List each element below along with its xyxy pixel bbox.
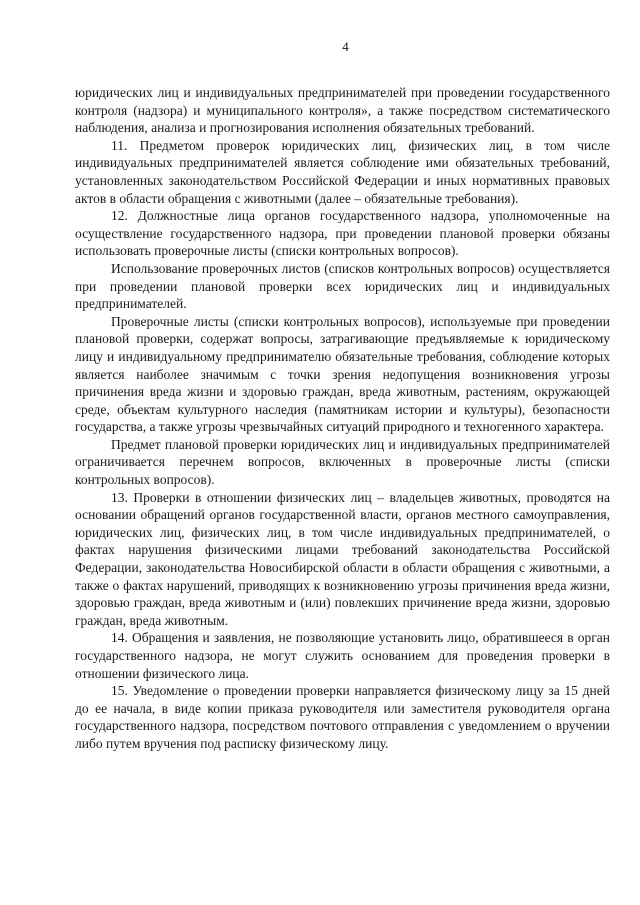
paragraph-12: 12. Должностные лица органов государственного надзора, уполномоченные на осуществление государственного надзора, при проведении плановой проверки обязаны использовать проверочные листы (списки контрольных вопросов). xyxy=(75,208,610,259)
paragraph-11: 11. Предметом проверок юридических лиц, физических лиц, в том числе индивидуальных предпринимателей является соблюдение ими обязательных требований, установленных законодательством Российской Федерации и иных нормативных правовых актов в области обращения с животными (далее – обязательные требования). xyxy=(75,137,610,206)
paragraph-continuation: юридических лиц и индивидуальных предпринимателей при проведении государственного контроля (надзора) и муниципального контроля», а также посредством систематического наблюдения, анализа и прогнозирования исполнения обязательных требований. xyxy=(75,85,610,136)
paragraph-15: 15. Уведомление о проведении проверки направляется физическому лицу за 15 дней до ее начала, в виде копии приказа руководителя или заместителя руководителя органа государственного надзора, посредством почтового отправления с уведомлением о вручении либо путем вручения под расписку физическому лицу. xyxy=(75,683,610,751)
paragraph-checklist-usage: Использование проверочных листов (списков контрольных вопросов) осуществляется при проведении плановой проверки всех юридических лиц и индивидуальных предпринимателей. xyxy=(75,260,610,312)
page-number: 4 xyxy=(342,39,349,54)
paragraph-14: 14. Обращения и заявления, не позволяющие установить лицо, обратившееся в орган государственного надзора, не могут служить основанием для проведения проверки в отношении физического лица. xyxy=(75,630,610,681)
paragraph-checklist-content: Проверочные листы (списки контрольных вопросов), используемые при проведении плановой проверки, содержат вопросы, затрагивающие предъявляемые к юридическому лицу и индивидуальному предпринимателю обязательные требования, соблюдение которых является наиболее значимым с точки зрения недопущения возникновения угрозы причинения вреда жизни и здоровью граждан, вреда животным, растениям, окружающей среде, объектам культурного наследия (памятникам истории и культуры), безопасности государства, а также угрозы чрезвычайных ситуаций природного и техногенного характера. xyxy=(75,313,610,435)
document-page xyxy=(75,38,610,753)
paragraph-13: 13. Проверки в отношении физических лиц – владельцев животных, проводятся на основании обращений органов государственной власти, органов местного самоуправления, юридических лиц, физических лиц, в том числе индивидуальных предпринимателей, о фактах нарушения физическими лицами требований законодательства Российской Федерации, законодательства Новосибирской области в области обращения с животными, а также о фактах нарушений, приводящих к возникновению угрозы причинения вреда жизни, здоровью граждан, вреда животным и (или) повлекших причинение вреда жизни, здоровью граждан, вреда животным. xyxy=(75,489,610,628)
paragraph-inspection-subject: Предмет плановой проверки юридических лиц и индивидуальных предпринимателей ограничивается перечнем вопросов, включенных в проверочные листы (списки контрольных вопросов). xyxy=(75,436,610,488)
